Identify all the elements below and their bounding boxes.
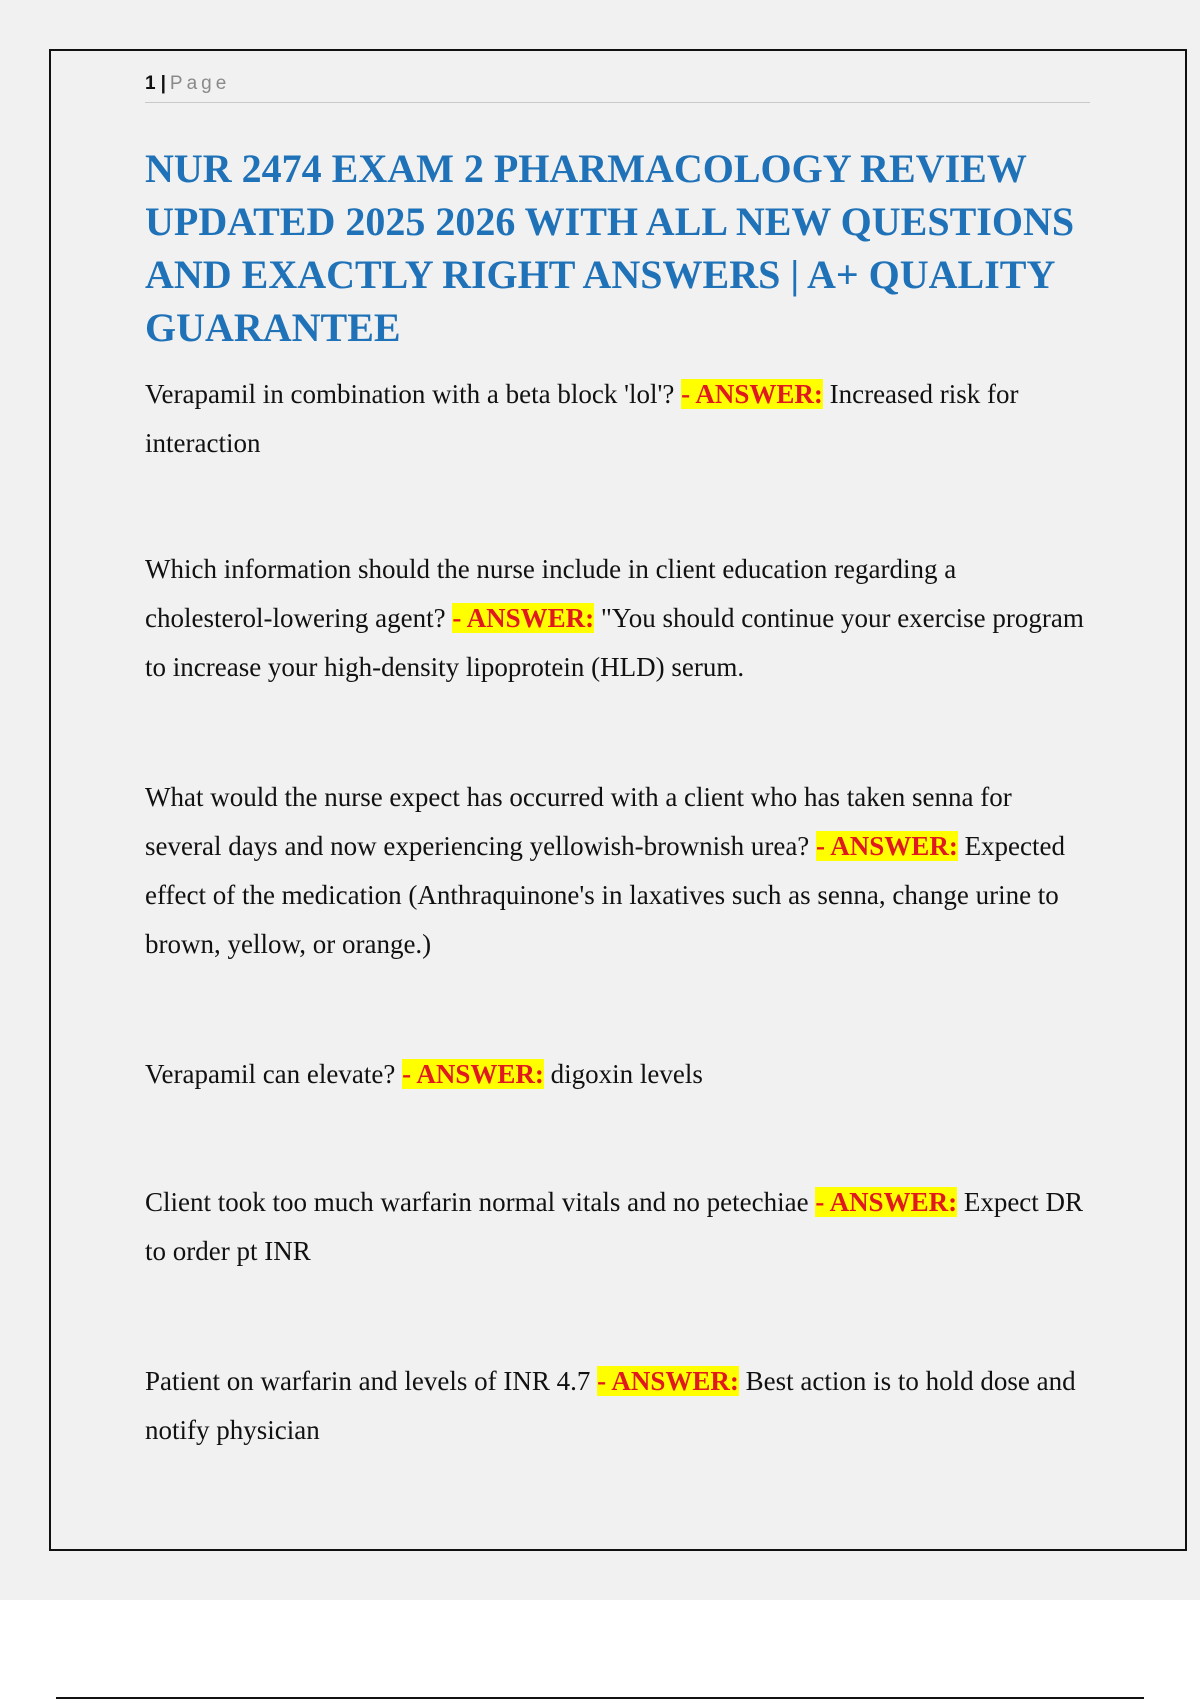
qa-item [145,1357,1090,1455]
document-title: NUR 2474 EXAM 2 PHARMACOLOGY REVIEW UPDATED 2025 2026 WITH ALL NEW QUESTIONS AND EXACTLY RIGHT ANSWERS | A+ QUALITY GUARANTEE [145,146,1075,350]
answer-text: Increased risk for interaction [145,379,1019,458]
footer-rule [56,1697,1144,1699]
page-number: 1 [145,73,156,94]
question-text: Which information should the nurse include in client education regarding a cholesterol-lowering agent? [145,554,957,633]
answer-text: Expected effect of the medication (Anthraquinone's in laxatives such as senna, change urine to brown, yellow, or orange.) [145,831,1066,959]
question-text: Verapamil can elevate? [145,1059,403,1089]
answer-text: "You should continue your exercise program to increase your high-density lipoprotein (HLD) serum. [145,603,1084,682]
answer-tag: - ANSWER: [402,1059,544,1089]
page-header [145,72,1090,103]
question-text: What would the nurse expect has occurred with a client who has taken senna for several days and now experiencing yellowish-brownish urea? [145,782,1012,861]
answer-tag: - ANSWER: [597,1366,739,1396]
answer-tag: - ANSWER: [452,603,595,633]
answer-tag: - ANSWER: [816,831,958,861]
qa-item [145,370,1090,468]
page-separator: | [160,73,166,94]
question-text: Verapamil in combination with a beta block 'lol'? [145,379,682,409]
qa-item [145,1050,1090,1099]
qa-item [145,545,1090,692]
answer-tag: - ANSWER: [681,379,823,409]
question-text: Patient on warfarin and levels of INR 4.7 [145,1366,598,1396]
answer-text: Expect DR to order pt INR [145,1187,1084,1266]
question-text: Client took too much warfarin normal vitals and no petechiae [145,1187,816,1217]
answer-tag: - ANSWER: [815,1187,958,1217]
qa-item [145,1178,1090,1276]
answer-text: Best action is to hold dose and notify physician [145,1366,1076,1445]
qa-item [145,773,1090,969]
answer-text: digoxin levels [550,1059,703,1089]
page-word: Page [169,73,231,94]
